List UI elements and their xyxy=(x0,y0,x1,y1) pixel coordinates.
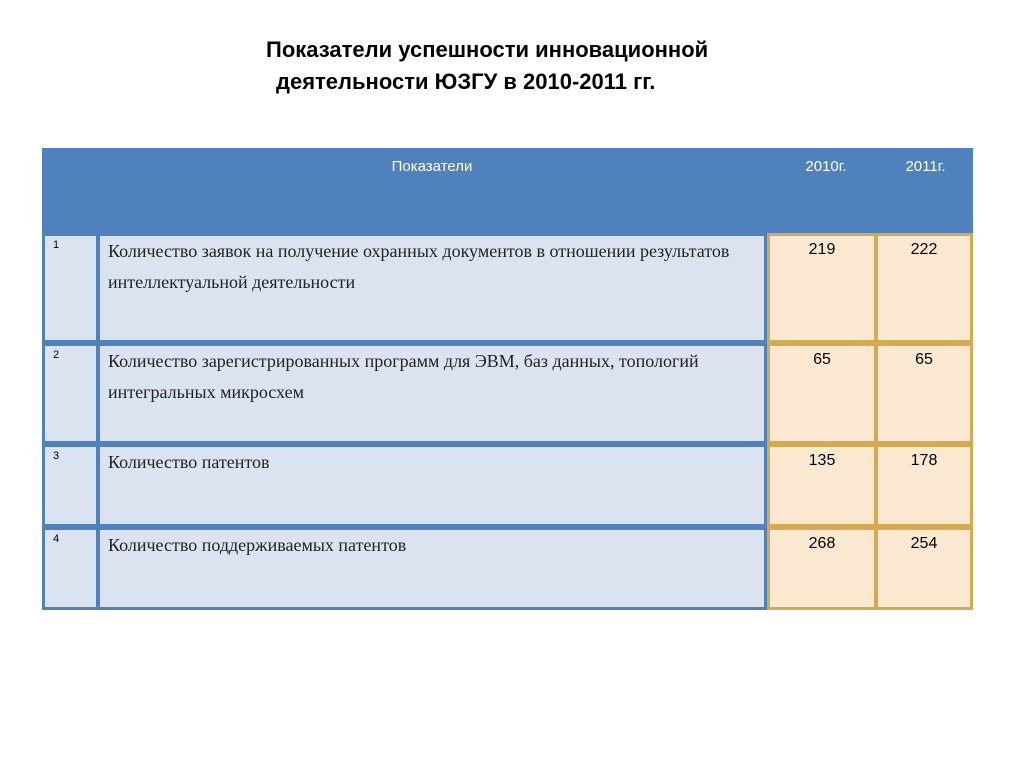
row-indicator-text: Количество поддерживаемых патентов xyxy=(98,527,767,610)
row-value-2011: 222 xyxy=(876,233,973,343)
row-number: 2 xyxy=(42,343,98,444)
table-row xyxy=(42,444,973,527)
header-indicators: Показатели xyxy=(391,158,473,175)
row-number: 1 xyxy=(42,233,98,343)
header-2010: 2010г. xyxy=(805,158,847,175)
indicators-table xyxy=(42,148,973,610)
row-value-2010: 219 xyxy=(767,233,876,343)
row-value-2010: 135 xyxy=(767,444,876,527)
row-value-2011: 254 xyxy=(876,527,973,610)
table-row xyxy=(42,233,973,343)
row-indicator-text: Количество заявок на получение охранных документов в отношении результатов интеллектуальной деятельности xyxy=(98,233,767,343)
table-row xyxy=(42,343,973,444)
row-value-2011: 178 xyxy=(876,444,973,527)
title-line-1: Показатели успешности инновационной xyxy=(266,37,709,62)
row-number: 4 xyxy=(42,527,98,610)
row-value-2010: 268 xyxy=(767,527,876,610)
row-value-2011: 65 xyxy=(876,343,973,444)
row-number: 3 xyxy=(42,444,98,527)
row-indicator-text: Количество зарегистрированных программ для ЭВМ, баз данных, топологий интегральных микросхем xyxy=(98,343,767,444)
row-indicator-text: Количество патентов xyxy=(98,444,767,527)
row-value-2010: 65 xyxy=(767,343,876,444)
table-row xyxy=(42,527,973,610)
table-header xyxy=(42,148,973,233)
title-line-2: деятельности ЮЗГУ в 2010-2011 гг. xyxy=(276,69,656,94)
header-2011: 2011г. xyxy=(905,158,946,175)
